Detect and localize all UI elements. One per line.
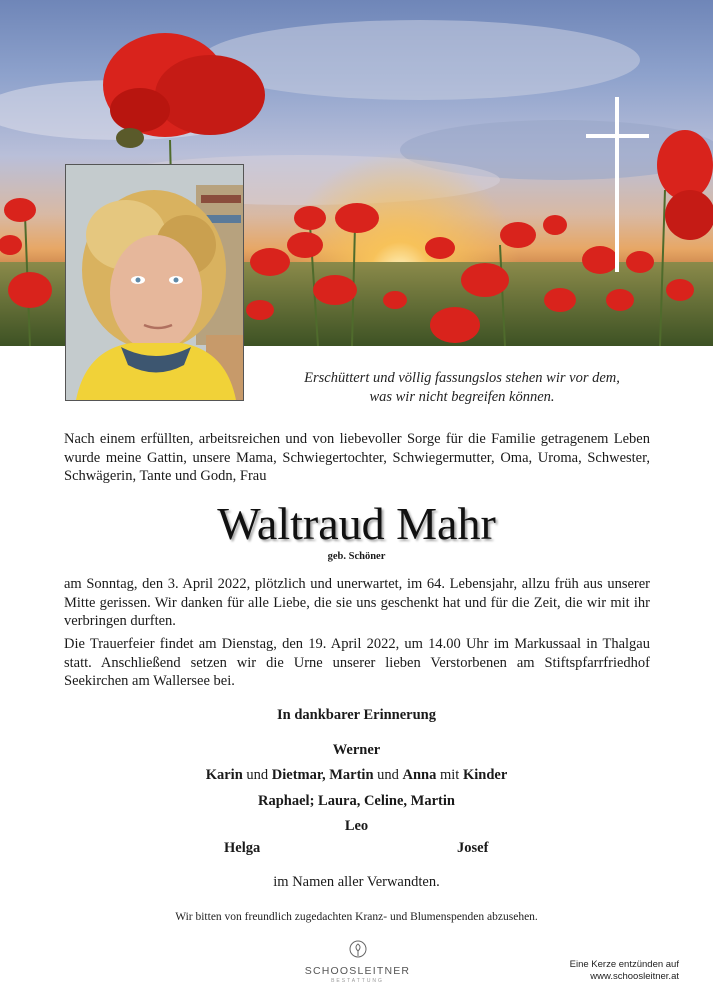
mourners-heading: In dankbarer Erinnerung	[276, 707, 436, 723]
website-link[interactable]: www.schoosleitner.at	[590, 970, 679, 982]
closing-line: im Namen aller Verwandten.	[273, 874, 440, 890]
rose-logo-icon	[349, 940, 367, 958]
mourner-right: Josef	[457, 840, 489, 856]
portrait-photo	[65, 164, 244, 401]
connector-word: und	[377, 767, 399, 783]
mourner-name: Dietmar, Martin	[271, 767, 374, 783]
mourner-name: Karin	[205, 767, 243, 783]
quote-line-2: was wir nicht begreifen können.	[369, 389, 555, 405]
maiden-name: geb. Schöner	[327, 551, 386, 562]
opening-quote	[262, 369, 662, 407]
logo-subtitle: BESTATTUNG	[331, 978, 384, 984]
connector-word: und	[246, 767, 269, 783]
logo-name: SCHOOSLEITNER	[304, 965, 411, 977]
quote-line-1: Erschüttert und völlig fassungslos stehen wir vor dem,	[304, 370, 620, 386]
candle-text: Eine Kerze entzünden auf	[569, 959, 679, 970]
mourner-name: Kinder	[462, 767, 508, 783]
funeral-home-logo	[300, 940, 415, 984]
intro-paragraph: Nach einem erfüllten, arbeitsreichen und von liebevoller Sorge für die Familie getragenem Leben wurde meine Gattin, unsere Mama, Schwiegertochter, Schwiegermutter, Oma, Uroma, Schwester, Schwägerin, Tante und Godn, Frau	[64, 431, 650, 484]
portrait-illustration	[66, 165, 243, 400]
deceased-name: Waltraud Mahr	[217, 498, 496, 549]
funeral-paragraph: Die Trauerfeier findet am Dienstag, den 19. April 2022, um 14.00 Uhr im Markussaal in Thalgau statt. Anschließend setzen wir die Urne unserer lieben Verstorbenen am Stiftspfarrfriedhof Seekirchen am Wallersee bei.	[64, 636, 650, 689]
mourner-left: Helga	[224, 840, 261, 856]
connector-word: mit	[440, 767, 460, 783]
death-paragraph: am Sonntag, den 3. April 2022, plötzlich und unerwartet, im 64. Lebensjahr, allzu früh aus unserer Mitte gerissen. Wir danken für alle Liebe, die sie uns geschenkt hat und für die Zeit, die wir mit ihr verbringen durften.	[64, 576, 650, 629]
candle-link[interactable]	[570, 959, 679, 982]
mourner-spouse: Werner	[332, 742, 381, 758]
mourner-name: Anna	[402, 767, 437, 783]
mourner-grandchildren: Raphael; Laura, Celine, Martin	[258, 793, 455, 809]
donation-request: Wir bitten von freundlich zugedachten Kranz- und Blumenspenden abzusehen.	[175, 911, 538, 923]
mourner-children	[0, 766, 713, 784]
mourner-great-grandchild: Leo	[344, 818, 369, 834]
